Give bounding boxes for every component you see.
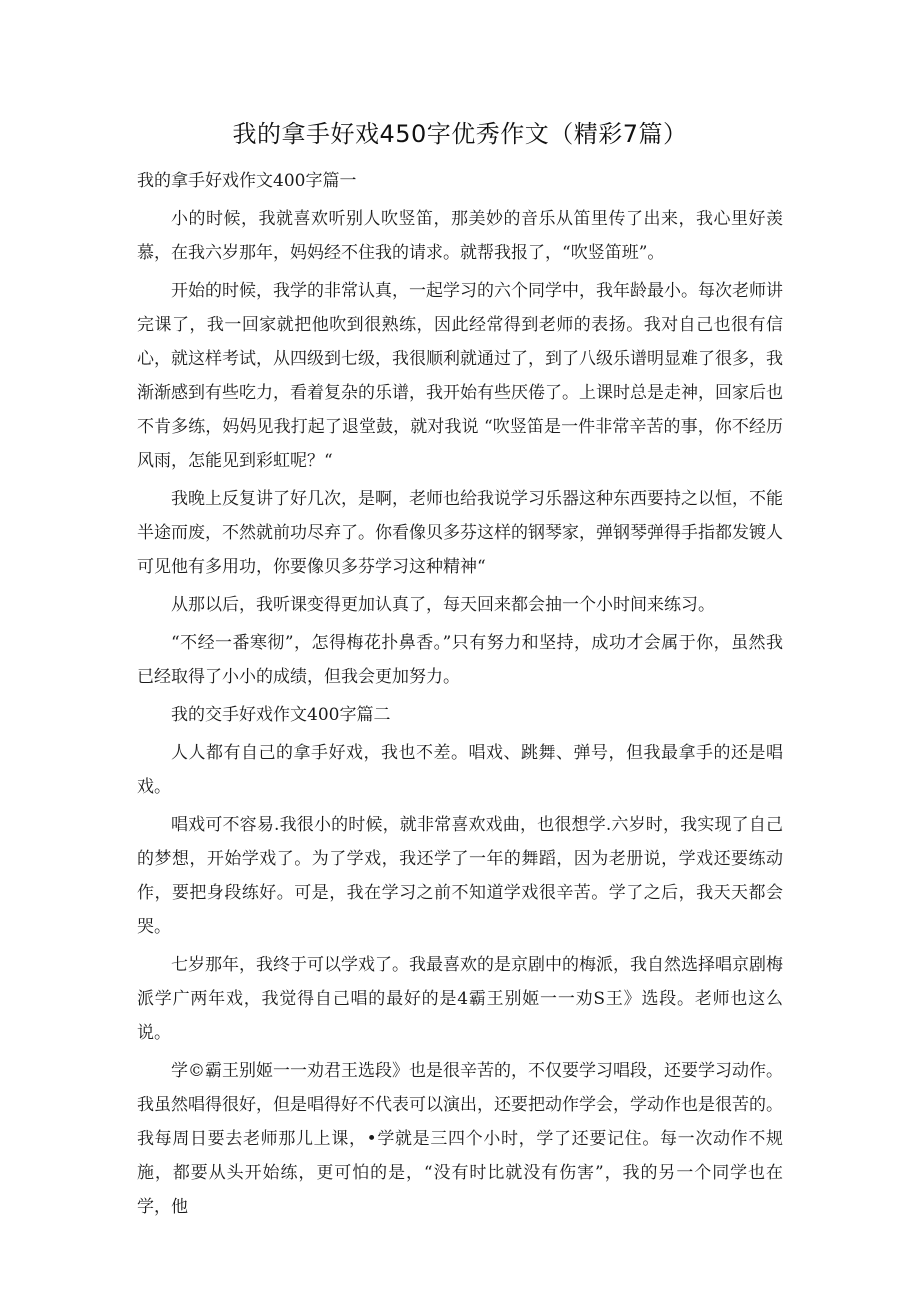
paragraph: “不经一番寒彻”，怎得梅花扑鼻香。”只有努力和坚持，成功才会属于你，虽然我已经取得了小小的成绩，但我会更加努力。 bbox=[137, 633, 783, 687]
paragraph: 唱戏可不容易.我很小的时候，就非常喜欢戏曲，也很想学.六岁时，我实现了自己的梦想，开始学戏了。为了学戏，我还学了一年的舞蹈，因为老册说，学戏还要练动作，要把身段练好。可是，我在学习之前不知道学戏很辛苦。学了之后，我天天都会哭。 bbox=[137, 815, 783, 937]
section-heading-1: 我的拿手好戏作文400字篇一 bbox=[137, 171, 357, 191]
section-heading-2: 我的交手好戏作文400字篇二 bbox=[171, 705, 391, 725]
paragraph: 我晚上反复讲了好几次，是啊，老师也给我说学习乐器这种东西要持之以恒，不能半途而废，不然就前功尽弃了。你看像贝多芬这样的钢琴家，弹钢琴弹得手指都发镀人可见他有多用功，你要像贝多芬学习这种精神“ bbox=[137, 489, 783, 577]
document-title: 我的拿手好戏450字优秀作文（精彩7篇） bbox=[232, 120, 688, 148]
paragraph: 七岁那年，我终于可以学戏了。我最喜欢的是京剧中的梅派，我自然选择唱京剧梅派学广两年戏，我觉得自己唱的最好的是4霸王别姬一一劝S王》选段。老师也这么说。 bbox=[137, 955, 783, 1043]
paragraph: 从那以后，我听课变得更加认真了，每天回来都会抽一个小时间来练习。 bbox=[171, 595, 715, 615]
paragraph: 开始的时候，我学的非常认真，一起学习的六个同学中，我年龄最小。每次老师讲完课了，我一回家就把他吹到很熟练，因此经常得到老师的表扬。我对自己也很有信心，就这样考试，从四级到七级，我很顺利就通过了，到了八级乐谱明显难了很多，我渐渐感到有些吃力，看着复杂的乐谱，我开始有些厌倦了。上课时总是走神，回家后也不肯多练，妈妈见我打起了退堂鼓，就对我说 “吹竖笛是一件非常辛苦的事，你不经历风雨，怎能见到彩虹呢？“ bbox=[137, 281, 783, 471]
paragraph: 人人都有自己的拿手好戏，我也不差。唱戏、跳舞、弹号，但我最拿手的还是唱戏。 bbox=[137, 743, 783, 797]
paragraph: 学©霸王别姬一一劝君王选段》也是很辛苦的，不仅要学习唱段，还要学习动作。我虽然唱得很好，但是唱得好不代表可以演出，还要把动作学会，学动作也是很苦的。我每周日要去老师那儿上课，•学就是三四个小时，学了还要记住。每一次动作不规施，都要从头开始练，更可怕的是，“没有时比就没有伤害”，我的另一个同学也在学，他 bbox=[137, 1061, 783, 1217]
paragraph: 小的时候，我就喜欢听别人吹竖笛，那美妙的音乐从笛里传了出来，我心里好羡慕，在我六岁那年，妈妈经不住我的请求。就帮我报了，“吹竖笛班”。 bbox=[137, 209, 783, 263]
document-body bbox=[137, 164, 783, 1228]
